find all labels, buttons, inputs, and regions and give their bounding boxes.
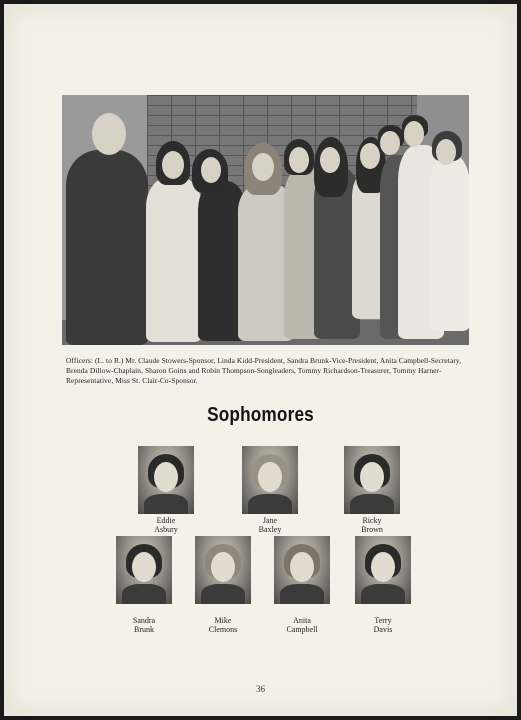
yearbook-page bbox=[4, 4, 517, 716]
portrait-photo bbox=[195, 536, 251, 604]
last-name: Asbury bbox=[154, 525, 178, 534]
last-name: Campbell bbox=[286, 625, 318, 634]
officers-group-photo bbox=[62, 95, 469, 345]
portrait-photo bbox=[116, 536, 172, 604]
first-name: Mike bbox=[214, 616, 232, 625]
section-heading: Sophomores bbox=[207, 404, 314, 426]
first-name: Sandra bbox=[132, 616, 156, 625]
portrait-name bbox=[104, 616, 184, 634]
last-name: Davis bbox=[373, 625, 393, 634]
portrait-photo bbox=[242, 446, 298, 514]
last-name: Brunk bbox=[134, 625, 154, 634]
page-number: 36 bbox=[256, 684, 265, 694]
last-name: Clemons bbox=[208, 625, 238, 634]
portrait-photo bbox=[355, 536, 411, 604]
portrait-photo bbox=[274, 536, 330, 604]
portrait-name bbox=[332, 516, 412, 534]
first-name: Eddie bbox=[156, 516, 176, 525]
portrait-name bbox=[183, 616, 263, 634]
first-name: Terry bbox=[374, 616, 392, 625]
last-name: Baxley bbox=[258, 525, 282, 534]
first-name: Anita bbox=[293, 616, 311, 625]
portrait-photo bbox=[138, 446, 194, 514]
first-name: Ricky bbox=[362, 516, 382, 525]
last-name: Brown bbox=[361, 525, 383, 534]
portrait-name bbox=[230, 516, 310, 534]
first-name: Jane bbox=[262, 516, 278, 525]
portrait-name bbox=[262, 616, 342, 634]
photo-caption: Officers: (L. to R.) Mr. Claude Stowers-Sponsor, Linda Kidd-President, Sandra Brunk-Vice-President, Anita Campbell-Secretary, Brenda Dillow-Chaplain, Sharon Goins and Robin Thompson-Songleaders, Tommy Richardson-Treasurer, Tommy Harner-Representative, Miss St. Clair-Co-Sponsor. bbox=[66, 356, 462, 385]
portrait-name bbox=[126, 516, 206, 534]
portrait-photo bbox=[344, 446, 400, 514]
portrait-name bbox=[343, 616, 423, 634]
